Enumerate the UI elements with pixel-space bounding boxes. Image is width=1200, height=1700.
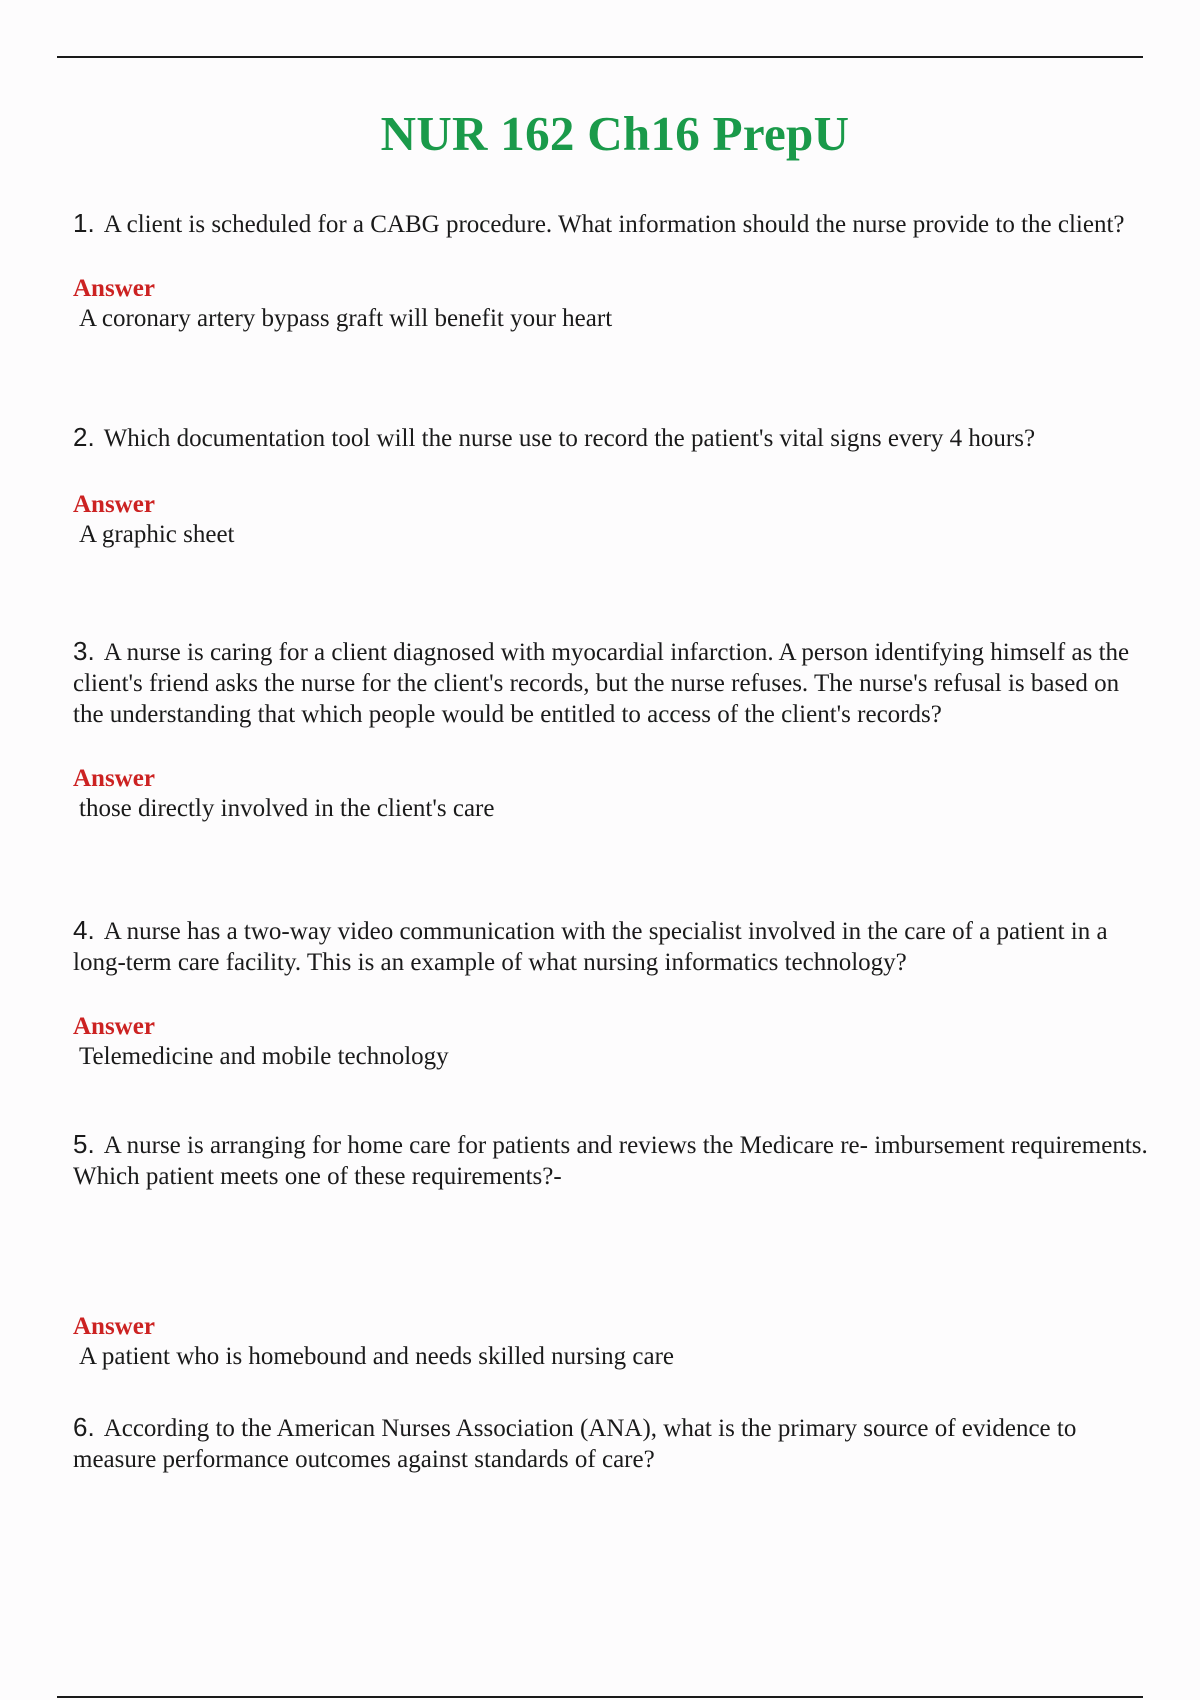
question-body: A client is scheduled for a CABG procedure. What information should the nurse provide to the client?: [103, 211, 1125, 238]
question-block: [73, 915, 1153, 1072]
question-number: 6.: [73, 1412, 95, 1442]
question-block: [73, 636, 1153, 824]
top-rule: [57, 56, 1143, 58]
question-number: 1.: [73, 208, 95, 238]
question-number: 4.: [73, 915, 95, 945]
question-number: 5.: [73, 1129, 95, 1159]
answer-text: Telemedicine and mobile technology: [79, 1043, 449, 1070]
answer-text: those directly involved in the client's care: [79, 795, 495, 822]
question-body: According to the American Nurses Association (ANA), what is the primary source of evidence to measure performance outcomes against standards of care?: [73, 1415, 1077, 1473]
answer-text: A patient who is homebound and needs skilled nursing care: [79, 1343, 675, 1370]
question-body: A nurse is arranging for home care for patients and reviews the Medicare re- imbursement requirements. Which patient meets one of these requirements?-: [73, 1132, 1148, 1190]
question-block: [73, 208, 1153, 334]
page-title: NUR 162 Ch16 PrepU: [380, 105, 850, 161]
bottom-rule: [57, 1696, 1143, 1698]
question-body: Which documentation tool will the nurse use to record the patient's vital signs every 4 hours?: [103, 425, 1036, 452]
question-text: [73, 636, 1153, 730]
question-text: [73, 422, 1153, 454]
answer-label: Answer: [73, 275, 155, 302]
question-block: [73, 1129, 1153, 1372]
question-text: [73, 208, 1153, 240]
question-number: 2.: [73, 422, 95, 452]
question-number: 3.: [73, 636, 95, 666]
question-text: [73, 1129, 1153, 1192]
answer-label: Answer: [73, 1313, 155, 1340]
answer-label: Answer: [73, 765, 155, 792]
question-body: A nurse is caring for a client diagnosed with myocardial infarction. A person identifying himself as the client's friend asks the nurse for the client's records, but the nurse refuses. The nurse's refusal is based on the understanding that which people would be entitled to access of the client's records?: [73, 639, 1130, 728]
answer-label: Answer: [73, 491, 155, 518]
question-body: A nurse has a two-way video communication with the specialist involved in the care of a patient in a long-term care facility. This is an example of what nursing informatics technology?: [73, 918, 1108, 976]
question-block: [73, 1412, 1153, 1475]
question-text: [73, 915, 1153, 978]
answer-text: A coronary artery bypass graft will benefit your heart: [79, 305, 613, 332]
question-text: [73, 1412, 1153, 1475]
question-block: [73, 422, 1153, 550]
answer-label: Answer: [73, 1013, 155, 1040]
answer-text: A graphic sheet: [79, 521, 235, 548]
